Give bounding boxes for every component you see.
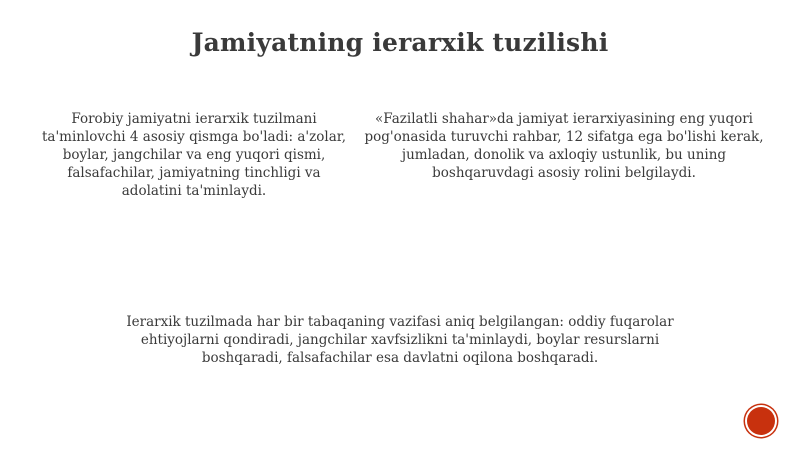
circle-button-icon[interactable]	[747, 407, 775, 435]
paragraph-left: Forobiy jamiyatni ierarxik tuzilmani ta'minlovchi 4 asosiy qismga bo'ladi: a'zolar, boylar, jangchilar va eng yuqori qismi, falsafachilar, jamiyatning tinchligi va adolatini ta'minlaydi.	[41, 111, 347, 199]
paragraph-right: «Fazilatli shahar»da jamiyat ierarxiyasining eng yuqori pog'onasida turuvchi rahbar, 12 sifatga ega bo'lishi kerak, jumladan, donolik va axloqiy ustunlik, bu uning boshqaruvdagi asosiy rolini belgilaydi.	[364, 111, 764, 181]
paragraph-bottom: Ierarxik tuzilmada har bir tabaqaning vazifasi aniq belgilangan: oddiy fuqarolar ehtiyojlarni qondiradi, jangchilar xavfsizlikni ta'minlaydi, boylar resurslarni boshqaradi, falsafachilar esa davlatni oqilona boshqaradi.	[126, 314, 674, 366]
slide-title: Jamiyatning ierarxik tuzilishi	[191, 28, 609, 57]
